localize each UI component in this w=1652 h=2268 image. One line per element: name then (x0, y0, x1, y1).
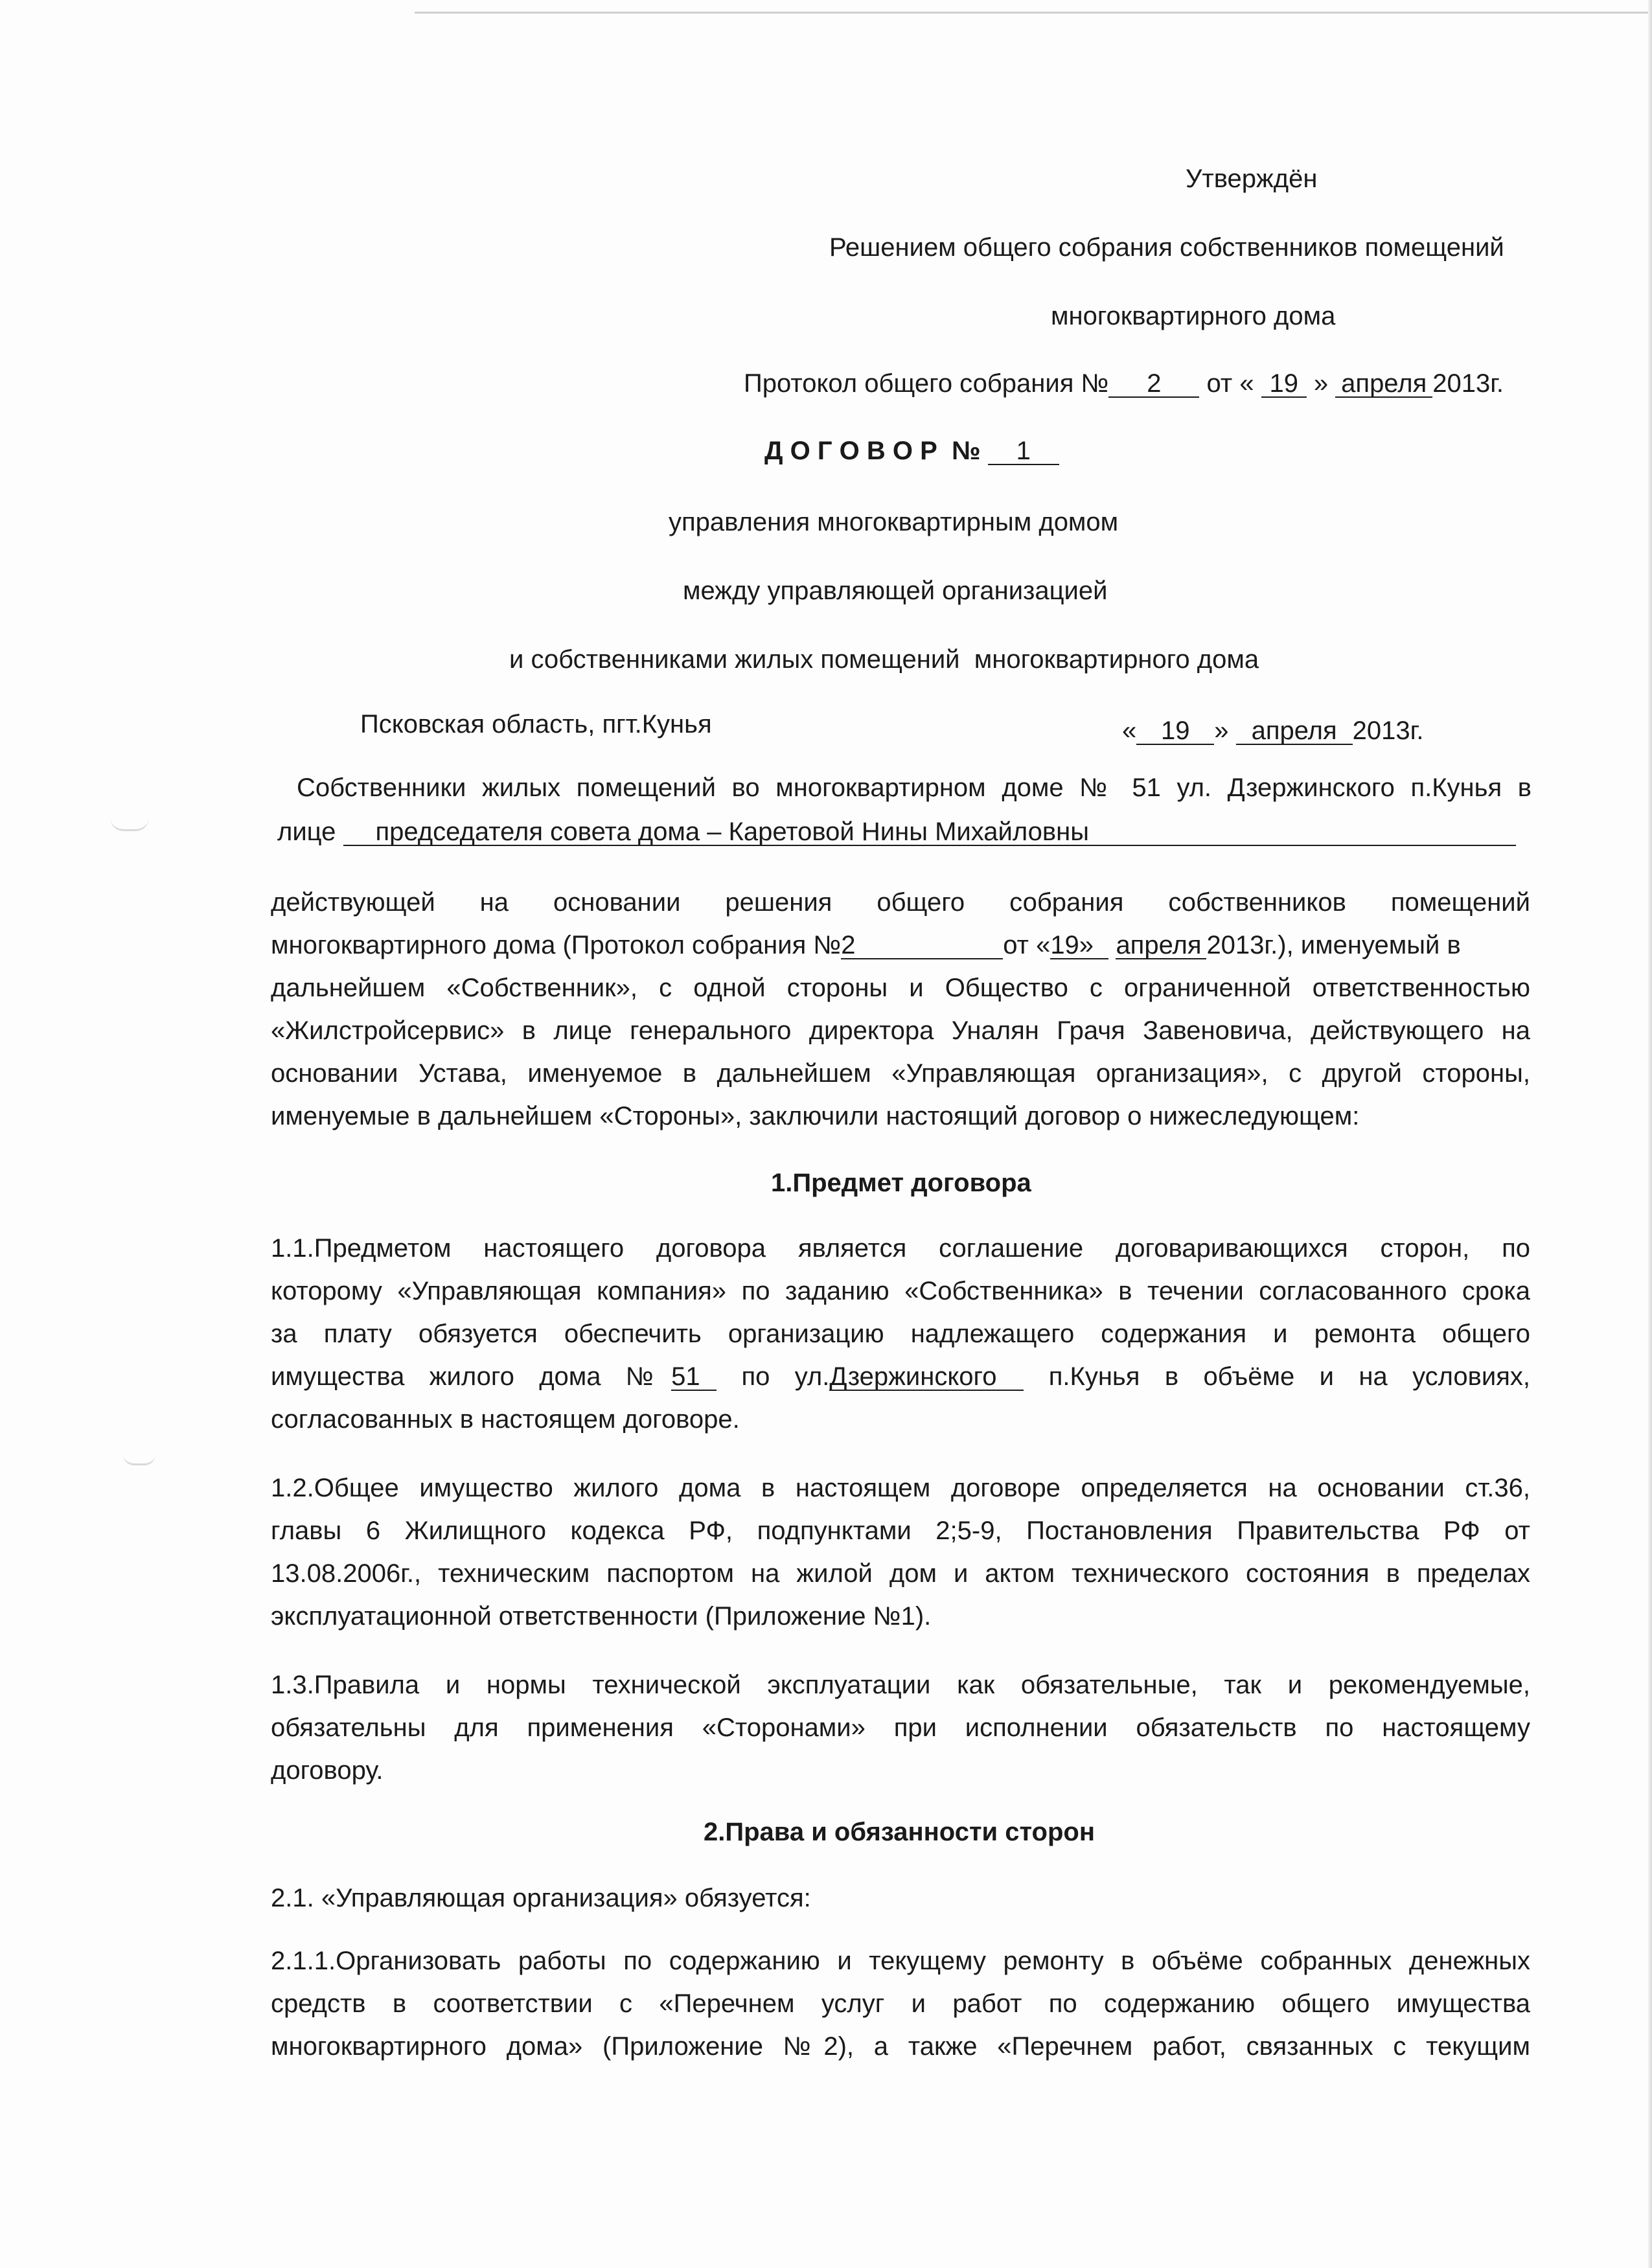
section-1-heading: 1.Предмет договора (771, 1169, 1031, 1197)
punch-hole-mark (123, 1454, 155, 1465)
contract-subtitle-2: между управляющей организацией (683, 577, 1108, 605)
protocol-from: от « (1206, 369, 1254, 398)
preamble-line-4 (271, 924, 1530, 967)
preamble-line-8: именуемые в дальнейшем «Стороны», заключили настоящий договор о нижеследующем: (271, 1102, 1360, 1130)
scan-right-edge (1648, 0, 1652, 2268)
street-label: по ул. (741, 1362, 830, 1391)
preamble-from: от « (1003, 931, 1051, 959)
clause-1-1 (271, 1227, 1530, 1441)
date-year: 2013г. (1352, 716, 1424, 745)
preamble-line-7: основании Устава, именуемое в дальнейшем «Управляющая организация», с другой стороны, (271, 1059, 1530, 1088)
clause-1-3 (271, 1664, 1530, 1792)
house-number: 51 (671, 1364, 717, 1391)
protocol-month: апреля (1335, 371, 1432, 398)
clause-1-1-tail: в объёме и на условиях, (1164, 1362, 1530, 1391)
settlement: п.Кунья (1048, 1362, 1140, 1391)
protocol-day: 19 (1261, 371, 1307, 398)
date-close: » (1214, 716, 1229, 745)
clause-1-1-line-1: 1.1.Предметом настоящего договора является соглашение договаривающихся сторон, по (271, 1234, 1530, 1263)
clause-1-3-line-2: обязательны для применения «Сторонами» при исполнении обязательств по настоящему (271, 1713, 1530, 1742)
place: Псковская область, пгт.Кунья (360, 710, 712, 739)
preamble-line-3: действующей на основании решения общего собрания собственников помещений (271, 888, 1530, 917)
clause-2-1: 2.1. «Управляющая организация» обязуется: (271, 1884, 811, 1912)
protocol-number: 2 (1108, 371, 1199, 398)
preamble-line-1: Собственники жилых помещений во многоквартирном доме № 51 ул. Дзержинского п.Кунья в (297, 773, 1532, 802)
clause-1-1-line-4 (271, 1355, 1530, 1398)
clause-2-1-1-line-3: многоквартирного дома» (Приложение №2), а также «Перечнем работ, связанных с текущим (271, 2032, 1530, 2061)
street-name: Дзержинского (829, 1364, 1024, 1391)
punch-hole-mark (110, 818, 149, 831)
preamble-protocol-label: многоквартирного дома (Протокол собрания № (271, 931, 842, 959)
clause-1-1-line-2: которому «Управляющая компания» по заданию «Собственника» в течении согласованного срока (271, 1277, 1530, 1305)
protocol-prefix: Протокол общего собрания № (744, 369, 1109, 398)
date-month: апреля (1236, 718, 1353, 745)
clause-1-2-line-3: 13.08.2006г., техническим паспортом на жилой дом и актом технического состояния в пределах (271, 1559, 1530, 1588)
contract-date (1122, 718, 1423, 745)
protocol-year: 2013г. (1432, 369, 1504, 398)
clause-1-3-line-1: 1.3.Правила и нормы технической эксплуатации как обязательные, так и рекомендуемые, (271, 1671, 1530, 1699)
clause-1-2 (271, 1467, 1530, 1638)
clause-1-3-line-3: договору. (271, 1756, 384, 1785)
preamble-year-named: 2013г.), именуемый в (1206, 931, 1461, 959)
preamble-paragraph (271, 881, 1530, 1138)
section-2-heading: 2.Права и обязанности сторон (704, 1818, 1096, 1846)
clause-2-1-1-line-1: 2.1.1.Организовать работы по содержанию и текущему ремонту в объёме собранных денежных (271, 1947, 1530, 1975)
protocol-close: » (1313, 369, 1329, 398)
clause-1-2-line-1: 1.2.Общее имущество жилого дома в настоящем договоре определяется на основании ст.36, (271, 1474, 1530, 1502)
contract-number: 1 (988, 438, 1059, 465)
preamble-line-6: «Жилстройсервис» в лице генерального директора Уналян Грачя Завеновича, действующего на (271, 1016, 1530, 1045)
clause-1-2-line-2: главы 6 Жилищного кодекса РФ, подпунктами 2;5-9, Постановления Правительства РФ от (271, 1517, 1530, 1545)
date-day: 19 (1136, 718, 1214, 745)
preamble-protocol-number: 2 (841, 932, 1003, 959)
contract-title-prefix: Д О Г О В О Р № (764, 437, 981, 465)
clause-1-1-line-5: согласованных в настоящем договоре. (271, 1405, 740, 1434)
clause-2-1-1 (271, 1940, 1530, 2068)
contract-subtitle-3: и собственниками жилых помещений многоквартирного дома (509, 645, 1259, 674)
preamble-day: 19» (1050, 932, 1108, 959)
clause-2-1-1-line-2: средств в соответствии с «Перечнем услуг и работ по содержанию общего имущества (271, 1989, 1530, 2018)
approval-title: Утверждён (1186, 165, 1318, 193)
preamble-prefix: лице (277, 818, 336, 846)
owner-representative: председателя совета дома – Каретовой Нины Михайловны (343, 819, 1516, 846)
contract-subtitle-1: управления многоквартирным домом (669, 508, 1119, 536)
date-open: « (1122, 716, 1137, 745)
approval-line-2: Решением общего собрания собственников помещений (829, 233, 1504, 262)
house-label: имущества жилого дома № (271, 1362, 672, 1391)
approval-line-3: многоквартирного дома (1051, 302, 1336, 330)
approval-protocol (744, 371, 1504, 398)
preamble-month: апреля (1116, 932, 1206, 959)
clause-1-2-line-4: эксплуатационной ответственности (Приложение №1). (271, 1602, 932, 1631)
contract-title (764, 438, 1059, 465)
preamble-line-5: дальнейшем «Собственник», с одной стороны и Общество с ограниченной ответственностью (271, 974, 1530, 1002)
scan-edge-line (415, 12, 1652, 14)
clause-1-1-line-3: за плату обязуется обеспечить организацию надлежащего содержания и ремонта общего (271, 1320, 1530, 1348)
preamble-line-2 (277, 819, 1516, 846)
